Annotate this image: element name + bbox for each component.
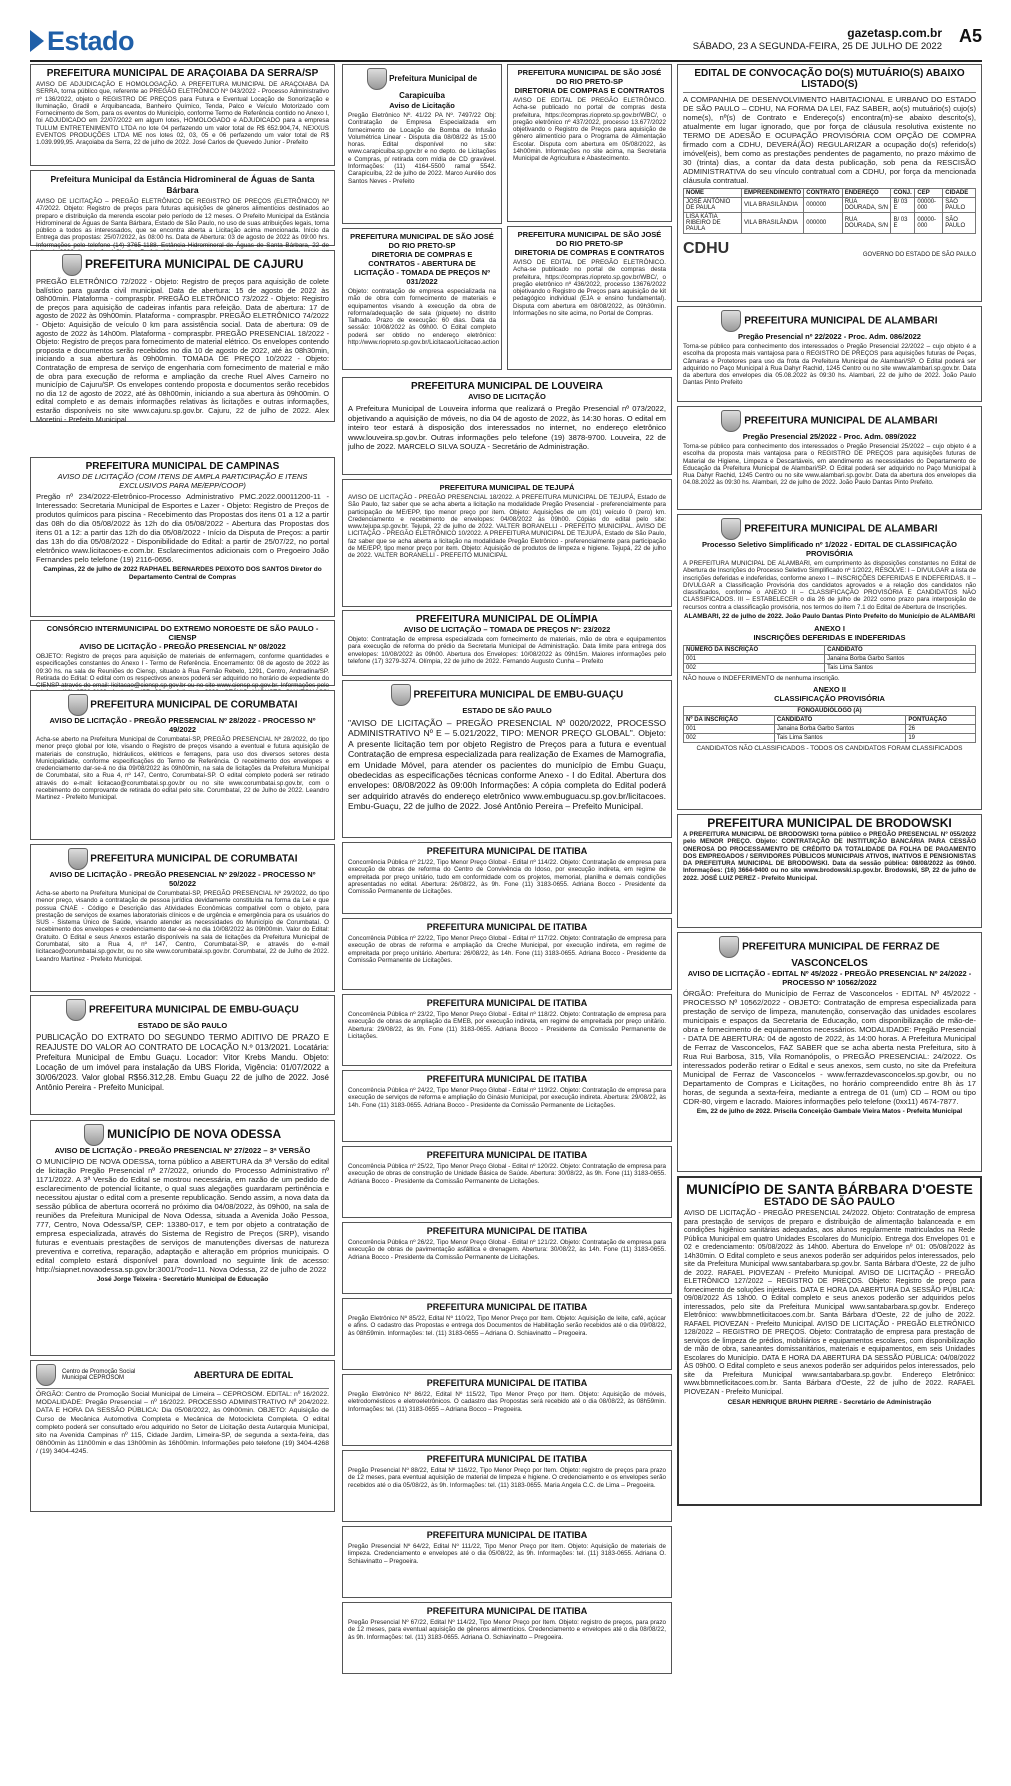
table-cell: Janaina Borba Garbo Santos [774,725,905,734]
table-cell: VILA BRASILÂNDIA [742,198,804,213]
notice-brodowski [677,814,982,928]
notice-itatiba [342,1526,672,1598]
notice-title: PREFEITURA MUNICIPAL DE OLÍMPIA [415,614,599,625]
table-cell: 00000-000 [915,213,943,234]
notice-body: Torna-se público para conhecimento dos interessados o Pregão Presencial 22/2022 – cujo objeto é a escolha da proposta mais vantajosa para o REGISTRO DE PREÇOS para aquisições futuras de Peças, Câmaras e Protetores para uso da frota da Prefeitura Municipal de Alambari/SP. O Edital poderá ser adquirido no Paço Municipal à Rua Dahyr Rachid, 1245 Centro ou no site www.alambari.sp.gov.br. Data da abertura dos envelopes dia 05.08.2022 às 09:30 hs. Alambari, 22 de julho de 2022. João Paulo Dantas Pinto Prefeito [683,343,976,387]
brand-name: Estado [47,26,135,56]
notice-title [36,999,329,1021]
header-rule [30,60,982,62]
notice-title [36,254,329,276]
notice-body: AVISO DE LICITAÇÃO - PREGÃO PRESENCIAL 24/2022. Objeto: Contratação de empresa para prestação de serviços de preparo e distribuição de alimentação balanceada e em condições higiênico sanitárias adequadas, aos alunos regularmente matriculados na Rede Pública Municipal em quatro Unidades Escolares do Município. Entrega dos Envelopes 01 e 02 e credenciamento: 05/08/2022 às 14h00. Abertura do Envelope nº 01: 05/08/2022 às 14h30min. O Edital completo e seus anexos poderão ser adquiridos pelos interessados, pelo site da Prefeitura Municipal www.santabarbara.sp.gov.br. Santa Bárbara d'Oeste, 22 de julho de 2022. RAFAEL PIOVEZAN - Prefeito Municipal. AVISO DE LICITAÇÃO - PREGÃO ELETRÔNICO 127/2022 – REGISTRO DE PREÇOS. Objeto: Registro de preço para fornecimento de soluções injetáveis. DATA E HORA DA ABERTURA DA SESSÃO PÚBLICA: 09/08/2022 ÀS 13h00. O Edital completo e seus anexos poderão ser adquiridos pelos interessados, pelo site da Prefeitura Municipal www.santabarbara.sp.gov.br. Endereço Eletrônico: www.bbmnetlicitacoes.com.br. Santa Bárbara d'Oeste, 22 de julho de 2022. RAFAEL PIOVEZAN - Prefeito Municipal. AVISO DE LICITAÇÃO - PREGÃO ELETRÔNICO 128/2022 – REGISTRO DE PREÇOS. Objeto: Contratação de empresa para prestação de serviços de limpeza de prédios, mobiliários e equipamentos escolares, com disponibilização de mão de obra, saneantes domissanitários, materiais e equipamentos, em seis Unidades Escolares do Município. DATA E HORA DA ABERTURA DA SESSÃO PÚBLICA: 04/08/2022 ÀS 09h00. O Edital completo e seus anexos poderão ser adquiridos pelos interessados, pelo site da Prefeitura Municipal www.santabarbara.sp.gov.br. Endereço Eletrônico: www.bbmnetlicitacoes.com.br. Santa Bárbara d'Oeste, 22 de julho de 2022. RAFAEL PIOVEZAN - Prefeito Municipal. [684,1210,975,1396]
notice-title-text: PREFEITURA MUNICIPAL DE EMBU-GUAÇU [413,689,624,701]
notice-subtitle: AVISO DE LICITAÇÃO - EDITAL Nº 45/2022 - PREGÃO PRESENCIAL Nº 24/2022 - PROCESSO Nº 10562/2022 [687,969,972,987]
notice-body: "AVISO DE LICITAÇÃO – PREGÃO PRESENCIAL Nº 0020/2022, PROCESSO ADMINISTRATIVO Nº E – 5.021/2022, TIPO: MENOR PREÇO GLOBAL". Objeto: A presente licitação tem por objeto Registro de Preços para a futura e eventual Contratação de empresa especializada para realização de Exames de Mamografia, em Unidade Móvel, para atender os pacientes do município de Embu Guaçu, obedecidas as especificações técnicas conforme Anexo - I do Edital. Abertura dos envelopes: 08/08/2022 às 09:00h Informações: A cópia completa do Edital poderá ser adquirido através do endereço eletrônico www.embuguacu.sp.gov.br/licitacoes. Embu-Guaçu, 22 de julho de 2022. José Antônio Pereira – Prefeito Municipal. [348,718,666,812]
notice-title: EDITAL DE CONVOCAÇÃO DO(S) MUTUÁRIO(S) ABAIXO LISTADO(S) [683,68,976,93]
table-cell: B/ 03 E [891,213,915,234]
notice-campinas [30,457,335,617]
notice-title-text: PREFEITURA MUNICIPAL DE ALAMBARI [744,415,938,427]
page-header [30,24,982,58]
table-cell: 00000-000 [915,198,943,213]
notice-title-text: MUNICÍPIO DE NOVA ODESSA [107,1127,282,1142]
crest-icon [68,694,88,716]
notice-title-text: Prefeitura Municipal de Carapicuíba [389,74,478,100]
table-row [684,198,976,213]
itatiba-notices [342,842,672,1682]
newspaper-logo [30,26,134,57]
table-cell: 001 [684,655,825,664]
notice-body: Pregão nº 234/2022-Eletrônico-Processo Administrativo PMC.2022.00011200-11 - Interessado: Secretaria Municipal de Esportes e Lazer - Objeto: Registro de Preços de produtos químicos para piscina - Recebimento das Propostas dos itens 01 a 12 a partir das 08h do dia 05/08/2022 às 12h do dia 05/08/2022 - Abertura das Propostas dos itens 01 a 12: a partir das 12h do dia 05/08/2022 - Início da Disputa de Preços: a partir das 13h do dia 05/08/2022 - Disponibilidade do Edital: a partir de 25/07/22, no portal eletrônico www.licitacoes-e.com.br. Esclarecimentos adicionais com o Pregoeiro João Fernandes pelo telefone (19) 2116-0656. [36,492,329,564]
crest-icon [719,936,739,958]
notice-title: PREFEITURA MUNICIPAL DE ITATIBA [426,998,588,1008]
table-cell: SÃO PAULO [943,198,976,213]
table-cell: 000000 [804,198,842,213]
ceprosom-logo-icon [36,1364,56,1386]
notice-title [683,518,976,540]
notice-subtitle: DIRETORIA DE COMPRAS E CONTRATOS - ABERTURA DE LICITAÇÃO - TOMADA DE PREÇOS Nº 031/2022 [354,250,490,286]
notice-subtitle: AVISO DE LICITAÇÃO – TOMADA DE PREÇOS Nº: 23/2022 [403,625,611,634]
notice-itatiba [342,1602,672,1674]
table-header-row [684,716,976,725]
notice-org: Centro de Promoção Social Municipal CEPROSOM [62,1369,136,1381]
notice-nova-odessa [30,1120,335,1356]
table-cell: 002 [684,734,775,743]
table-cell: LISA KÁTIA RIBEIRO DE PAULA [684,213,742,234]
notice-itatiba [342,1222,672,1294]
notice-subtitle: AVISO DE LICITAÇÃO - PREGÃO PRESENCIAL Nº 29/2022 - PROCESSO Nº 50/2022 [49,870,316,888]
table-header: CANDIDATO [774,716,905,725]
notice-title [36,1124,329,1146]
notice-subtitle: ESTADO DE SÃO PAULO [137,1021,228,1030]
notice-rio-preto-1 [507,64,672,222]
cdhu-logo: CDHU [683,240,730,257]
notice-title: PREFEITURA MUNICIPAL DE CAMPINAS [85,461,280,472]
notice-body: Concorrência Pública nº 21/22, Tipo Menor Preço Global - Edital nº 114/22. Objeto: Contratação de empresa para execução de obras de reforma do Centro de Convivência do Idoso, por execução indireta, em regime de empreitada por preço unitário, tudo em conformidade com os projetos, memorial, planilha e demais condições apresentadas no edital. Abertura: 26/08/22, às 9h. Fone (11) 3183-0655. Adriana Bocco - Presidente da Comissão Permanente de Licitações. [348,859,666,896]
table-cell: JOSÉ ANTÔNIO DE PAULA [684,198,742,213]
notice-title: PREFEITURA MUNICIPAL DE ITATIBA [426,1074,588,1084]
notice-alambari-1 [677,306,982,402]
notice-cienop [30,620,335,690]
notice-body: Pregão Eletrônico Nº 86/22, Edital Nº 115/22, Tipo Menor Preço por Item. Objeto: Aquisição de móveis, eletrodomésticos e eletroeletrônicos. O cadastro das Propostas será recebido até o dia 08/08/22, às 08h59min. Informações: tel. (11) 3183-0655 – Adriana Bocco – Pregoeira. [348,1391,666,1413]
notice-cdhu [677,64,982,302]
notice-subtitle: AVISO DE LICITAÇÃO - PREGÃO PRESENCIAL Nº 28/2022 - PROCESSO Nº 49/2022 [49,716,316,734]
notice-body: AVISO DE ADJUDICAÇÃO E HOMOLOGAÇÃO. A PREFEITURA MUNICIPAL DE ARAÇOIABA DA SERRA, torna público que, referente ao PREGÃO ELETRÔNICO Nº 043/2022 - Processo Administrativo nº 136/2022, objeto o REGISTRO DE PREÇOS para Futura e Eventual Locação de Sonorização e Iluminação, Gradil e Arquibancada, Banheiro Químico, Tenda, Palco e Veículo Motorizado com Fornecimento de Som, para os eventos do Município, conforme Termo de Referência contido no Anexo I, foi ADJUDICADO em 22/07/2022 em algum lotes, HOMOLOGADO e ADJUDICADO para a empresa TULUM ENTRETENIMENTO LTDA no lote 04 perfazendo um valor total de R$ 652.904,74, NEXXUS EVENTOS PRODUÇÕES LTDA ME nos lotes 02, 03, 05 e 06 perfazendo um valor total de R$ 1.039.999,95. Araçoiaba da Serra, 22 de julho de 2022. José Carlos de Quevedo Junior - Prefeito [36,81,329,147]
table-cell: VILA BRASILÂNDIA [742,213,804,234]
crest-icon [68,848,88,870]
notice-rio-preto-3 [507,226,672,370]
table-header: FONOAUDIÓLOGO (A) [684,707,976,716]
table-header: CONJ. [891,189,915,198]
notice-body: AVISO DE EDITAL DE PREGÃO ELETRÔNICO. Acha-se publicado no portal de compras desta prefeitura, https://compras.riopreto.sp.gov.br/WBC/, o pregão eletrônico nº 437/2022, processo 13.677/2022 objetivando o Registro de Preços para aquisição de gênero alimentício para o Programa de Alimentação Escolar. Disputa com abertura em 05/08/2022, às 14h00min. Informações no site acima, na Secretaria Municipal de Agricultura e Abastecimento. [513,97,666,163]
notice-signature: ALAMBARI, 22 de julho de 2022. João Paulo Dantas Pinto Prefeito do Município de ALAMBARI [683,613,976,621]
annex-note: NÃO houve o INDEFERIMENTO de nenhuma inscrição. [683,675,840,683]
notice-body: Pregão Presencial Nº 67/22, Edital Nº 114/22, Tipo Menor Preço por Item. Objeto: registro de preços, para prazo de 12 meses, para eventual aquisição de gêneros alimentícios. Credenciamento e envelopes até o dia 08/08/22, às 9h. Informações: tel. (11) 3183-0655. Adriana O. Schiavinatto – Pregoeira. [348,1619,666,1641]
notice-title [683,310,976,332]
notice-itatiba [342,1374,672,1446]
notice-subtitle: DIRETORIA DE COMPRAS E CONTRATOS [514,248,665,257]
notice-body: Pregão Eletrônico Nº. 41/22 PA Nº. 7497/22 Obj: Contratação de Empresa Especializada em fornecimento de Locação de Bomba de Infusão Volumétrica Linear - Disputa dia 08/08/22 às 15:00 horas. Edital disponível no site: www.carapicuiba.sp.gov.br e no depto. de Licitações e Compras, p/ retirada com mídia de CD gravável. Informações: (11) 4164-5500 ramal 5542. Carapicuíba, 22 de julho de 2022. Marco Aurélio dos Santos Neves - Prefeito [348,112,496,185]
notice-subtitle: AVISO DE LICITAÇÃO - PREGÃO PRESENCIAL Nº 08/2022 [79,642,286,651]
notice-title: PREFEITURA MUNICIPAL DE SÃO JOSÉ DO RIO PRETO-SP [517,68,662,86]
notice-title: ABERTURA DE EDITAL [193,1370,294,1380]
table-header: CANDIDATO [825,646,976,655]
classificacao-table [683,706,976,743]
table-header: CIDADE [943,189,976,198]
notice-corumbatai-2 [30,844,335,992]
notice-body: Concorrência Pública nº 26/22, Tipo Menor Preço Global - Edital nº 121/22. Objeto: Contratação de empresa para execução de obras de pavimentação asfáltica e drenagem. Abertura: 30/08/22, às 14h. Fone (11) 3183-0655. Adriana Bocco - Presidente da Comissão Permanente de Licitações. [348,1239,666,1261]
notice-corumbatai-1 [30,690,335,840]
notice-body: Concorrência Pública nº 23/22, Tipo Menor Preço Global - Edital nº 118/22. Objeto: Contratação de empresa para execução de obras de ampliação da EMEB, por execução indireta, em regime de empreitada por preço unitário. Abertura: 29/08/22, às 9h. Fone (11) 3183-0655. Adriana Bocco - Presidente da Comissão Permanente de Licitações. [348,1011,666,1040]
table-row [684,213,976,234]
crest-icon [391,684,411,706]
notice-rio-preto-2 [342,228,502,370]
notice-signature: José Jorge Teixeira - Secretário Municipal de Educação [96,1276,269,1283]
notice-title: PREFEITURA MUNICIPAL DE BRODOWSKI [707,816,952,830]
notice-body: ÓRGÃO: Centro de Promoção Social Municipal de Limeira – CEPROSOM. EDITAL: nº 16/2022. MODALIDADE: Pregão Presencial – nº 16/2022. PROCESSO ADMINISTRATIVO Nº 204/2022. DATA E HORA DA SESSÃO PÚBLICA: Dia 05/08/2022, às 09h00min. OBJETO: Aquisição de Curso de Mecânica Automotiva Completa e Mecânica de Motocicleta Completa. O edital completo poderá ser consultado e/ou adquirido no Setor de Licitação desta Autarquia Municipal, sito na Avenida Campinas nº 115, Cidade Jardim, Limeira-SP, de segunda a sexta-feira, das 08h00min às 11h00min e das 13h00min às 16h00min. Informações pelo telefone (19) 3404-4268 / (19) 3404-4245. [36,1391,329,1456]
notice-subtitle: DIRETORIA DE COMPRAS E CONTRATOS [514,86,665,95]
table-cell: B/ 03 E [891,198,915,213]
notice-subtitle: Pregão Presencial nº 22/2022 - Proc. Adm. 086/2022 [738,332,921,341]
notice-title: PREFEITURA MUNICIPAL DE ITATIBA [426,1530,588,1540]
crest-icon [721,410,741,432]
notice-title [36,694,329,716]
table-header: NÚMERO DA INSCRIÇÃO [684,646,825,655]
notice-body: OBJETO: Registro de preços para aquisição de materiais de enfermagem, conforme quantidades e especificações constantes do Anexo I - Termo de Referência. Encerramento: 08 de agosto de 2022 às 09:30 hs. na sala de Reuniões do Ciensp, situado à Rua Fernão Rebelo, 1291, Centro, Andradina/SP. Retirada do Edital: O edital com os respectivos anexos poderá ser adquirido no horário de expediente do CIENSP através do email: licitacao@ciensp.sp.gov.br ou no site www.ciensp.sp.gov.br. Informações pelo [36,653,329,690]
notice-title-text: PREFEITURA MUNICIPAL DE CAJURU [84,257,304,272]
notice-title: PREFEITURA MUNICIPAL DE TEJUPÁ [439,483,575,492]
annex-title: ANEXO I [814,624,845,634]
table-row [684,725,976,734]
crest-icon [367,68,387,90]
table-header-row [684,646,976,655]
table-row [684,655,976,664]
table-cell: SÃO PAULO [943,213,976,234]
notice-body: AVISO DE LICITAÇÃO - PREGÃO PRESENCIAL 18/2022. A PREFEITURA MUNICIPAL DE TEJUPÁ, Estado de São Paulo, faz saber que se acha aberta a licitação na modalidade Pregão Presencial - preferencialmente para participação de ME/EPP, tipo menor preço por item. Objeto: Aquisições de um (01) veículo 0 (zero) km. Credenciamento e recebimento de envelopes: 04/08/2022 às 09h00. Cópias do edital pelo site: www.tejupa.sp.gov.br. Tejupá, 22 de julho de 2022. VALTER BORANELLI - PREFEITO MUNICIPAL. AVISO DE LICITAÇÃO - PREGÃO ELETRÔNICO 10/2022. A PREFEITURA MUNICIPAL DE TEJUPÁ, Estado de São Paulo, faz saber que se acha aberta a licitação na modalidade Pregão Eletrônico - preferencialmente para participação de ME/EPP, tipo menor preço por item. Objeto: Aquisição de produtos de limpeza e higiene. Tejupá, 22 de julho de 2022. VALTER BORANELLI - PREFEITO MUNICIPAL [348,494,666,560]
gov-label: GOVERNO DO ESTADO DE SÃO PAULO [862,252,976,258]
notice-title: PREFEITURA MUNICIPAL DE ARAÇOIABA DA SERRA/SP [46,68,319,79]
notice-title [683,936,976,969]
notice-embu-2 [342,680,672,838]
notice-title: PREFEITURA MUNICIPAL DE ITATIBA [426,1150,588,1160]
notice-body: Concorrência Pública nº 24/22, Tipo Menor Preço Global - Edital nº 119/22. Objeto: Contratação de empresa para execução de serviços de reforma e ampliação do Ginásio Municipal, por execução indireta. Abertura: 29/08/22, às 14h. Fone (11) 3183-0655. Adriana Bocco - Presidente da Comissão Permanente de Licitações. [348,1087,666,1109]
notice-aracoiaba [30,64,335,166]
notice-title: PREFEITURA MUNICIPAL DE ITATIBA [426,1606,588,1616]
notice-body: Objeto: contratação de empresa especializada na mão de obra com fornecimento de materiais e equipamentos visando à execução da obra de reforma/adequação de sala (piquete) no distrito Talhado. Prazo de execução: 60 dias. Data da sessão: 10/08/2022 às 09h00. O Edital completo poderá ser obtido no endereço eletrônico: http://www.riopreto.sp.gov.br/Licitacao/Licitacao.action [348,288,500,347]
notice-carapicuiba [342,64,502,224]
notice-itatiba [342,1450,672,1522]
notice-title: PREFEITURA MUNICIPAL DE ITATIBA [426,1302,588,1312]
table-row [684,734,976,743]
notice-title: Prefeitura Municipal da Estância Hidromineral de Águas de Santa Bárbara [50,174,315,195]
notice-subtitle: AVISO DE LICITAÇÃO [468,392,546,401]
notice-title: PREFEITURA MUNICIPAL DE ITATIBA [426,1454,588,1464]
table-header: CEP [915,189,943,198]
notice-signature: CESAR HENRIQUE BRUHN PIERRE - Secretário de Administração [727,1399,932,1406]
notice-title-text: PREFEITURA MUNICIPAL DE CORUMBATAI [90,853,298,865]
notice-title-text: PREFEITURA MUNICIPAL DE CORUMBATAI [90,699,298,711]
notice-ceprosom [30,1360,335,1512]
annex-note: CANDIDATOS NÃO CLASSIFICADOS - TODOS OS CANDIDATOS FORAM CLASSIFICADOS [696,745,963,753]
notice-body: PUBLICAÇÃO DO EXTRATO DO SEGUNDO TERMO ADITIVO DE PRAZO E REAJUSTE DO VALOR AO CONTRATO DE LOCAÇÃO N.º 013/2021. Locatária: Prefeitura Municipal de Embu Guaçu. Locador: Vitor Krebs Mandu. Objeto: Locação de um imóvel para instalação da UBS Florida, Vigência: 01/07/2022 a 30/06/2023. Valor global R$56.312,28. Embu Guaçu 22 de julho de 2022. José Antônio Pereira - Prefeito Municipal. [36,1033,329,1092]
table-cell: 26 [906,725,976,734]
table-cell: RUA DOURADA, S/N [842,198,891,213]
notice-tejupa [342,479,672,607]
site-url: gazetasp.com.br [847,26,942,40]
notice-embu-1 [30,995,335,1115]
notice-header [36,1364,329,1389]
crest-icon [66,999,86,1021]
notice-santa-barbara [677,1176,982,1506]
inscricoes-table [683,645,976,673]
notice-louveira [342,377,672,475]
notice-title: PREFEITURA MUNICIPAL DE ITATIBA [426,846,588,856]
notice-body: PREGÃO ELETRÔNICO 72/2022 - Objeto: Registro de preços para aquisição de colete balístico para guarda civil municipal. Data de abertura: 15 de agosto de 2022 às 08h00min. Plataforma - compraspbr. PREGÃO ELETRÔNICO 73/2022 - Objeto: Registro de preços para aquisição de cadeiras infantis para refeição. Data de abertura: 17 de agosto de 2022 às 09h00min. Plataforma - compraspbr. PREGÃO ELETRÔNICO 74/2022 - Objeto: Aquisição de veículo 0 km para assistência social. Data de abertura: 09 de agosto de 2022 às 14h00m. Plataforma - compraspbr. PREGÃO PRESENCIAL 18/2022 - Objeto: Registro de preços para fornecimento de material elétrico. Os envelopes contendo proposta e documentos serão recebidos no dia 10 de agosto de 2022, até às 08h30min, iniciando a sua abertura às 09h00min. TOMADA DE PREÇO 10/2022 - Objeto: Contratação de empresa de serviço de engenharia com fornecimento de material e mão de obra para execução de reforma e ampliação da creche Ruel Alves Carneiro no município de Cajuru/SP. Os envelopes contendo proposta e documentos serão recebidos no dia 12 de agosto de 2022, até às 08h00min, iniciando a sua abertura às 09h00min. O edital completo e as demais informações relativas às licitações e outras informações, estarão disponíveis no site www.cajuru.sp.gov.br. Cajuru, 22 de julho de 2022. Alex Moretini - Prefeito Municipal [36,277,329,424]
notice-body: A PREFEITURA MUNICIPAL DE BRODOWSKI torna público o PREGÃO PRESENCIAL Nº 055/2022 pelo MENOR PREÇO. Objeto: CONTRATAÇÃO DE INSTITUIÇÃO BANCÁRIA PARA CESSÃO ONEROSA DO PROCESSAMENTO DE CRÉDITO DA TOTALIDADE DA FOLHA DE PAGAMENTO DOS EMPREGADOS / SERVIDORES PÚBLICOS MUNICIPAIS ATIVOS, INATIVOS E PENSIONISTAS DA PREFEITURA MUNICIPAL DE BRODOWSKI. Data da sessão pública: 08/08/2022 às 09h00. Informações: (16) 3664-9400 ou no site www.brodowski.sp.gov.br. Brodowski, SP, 22 de julho de 2022. JOSÉ LUIZ PEREZ - Prefeito Municipal. [683,831,976,882]
notice-signature: Em, 22 de julho de 2022. Priscila Conceição Gambale Vieira Matos - Prefeita Municipal [696,1108,963,1115]
crest-icon [84,1124,104,1146]
table-header: NOME [684,189,742,198]
table-cell: 19 [906,734,976,743]
table-cell: Janaina Borba Garbo Santos [825,655,976,664]
notice-body: Pregão Eletrônico Nº 85/22, Edital Nº 110/22, Tipo Menor Preço por Item. Objeto: Aquisição de leite, café, açúcar e afins. O cadastro das Propostas e entrega dos Documentos de Habilitação serão recebidos até o dia 09/08/22, às 08h59min. Informações: tel. (11) 3183-0655 – Adriana O. Schiavinatto – Pregoeira. [348,1315,666,1337]
notice-subtitle: Processo Seletivo Simplificado nº 1/2022 - EDITAL DE CLASSIFICAÇÃO PROVISÓRIA [701,540,958,558]
notice-body: ÓRGÃO: Prefeitura do Município de Ferraz de Vasconcelos - EDITAL Nº 45/2022 - PROCESSO Nº 10562/2022 - OBJETO: Contratação de empresa especializada para prestação de serviço de limpeza, manutenção, conservação das unidades escolares municipais e espaços da Secretaria de Educação, com disponibilização de mão-de-obra e fornecimento de equipamentos necessários. MODALIDADE: Pregão Presencial - DATA DE ABERTURA: 04 de agosto de 2022, às 14:00 horas. A Prefeitura Municipal de Ferraz de Vasconcelos, FAZ SABER que se acha aberta nesta Prefeitura, sito à Rua Rui Barbosa, 315, Vila Romanópolis, o PREGÃO PRESENCIAL: 24/2022. Os interessados poderão retirar o Edital e seus anexos, sem custo, no site da Prefeitura Municipal de Ferraz de Vasconcelos - www.ferrazdevasconcelos.sp.gov.br, ou no Departamento de Compras e Licitações, no horário compreendido entre 8h às 17 horas, de segunda a sexta-feira, mediante a entrega de 01 (um) CD – ROM ou tipo CDR-80, virgem e lacrado. Maiores informações pelo telefone (0xx11) 4674-7877. [683,989,976,1106]
crest-icon [62,254,82,276]
mutuarios-table [683,188,976,234]
notice-itatiba [342,1298,672,1370]
notice-body: Acha-se aberto na Prefeitura Municipal de Corumbataí-SP, PREGÃO PRESENCIAL Nº 29/2022, do tipo menor preço, visando a contratação de pessoa jurídica devidamente constituída na forma da Lei e que possua CNAE - Código e Descrição das Atividades Econômicas compatível com o objeto, para prestação de serviços de exames laboratoriais clínicos e de urgência e emergência para os usuários do SUS - Sistema Único de Saúde, visando atender as necessidades do Município de Corumbataí. O recebimento dos envelopes e credenciamento dar-se-á no dia 10/08/2022 às 09h00min. Valor do Edital: Gratuito. O Edital e seus Anexos estarão disponíveis na sala de licitações da Prefeitura Municipal de Corumbataí, sito a Rua 4, nº 147, Centro, Corumbataí-SP, e através do e-mail licitacao@corumbatai.sp.gov.br, ou no site www.corumbatai.sp.gov.br. Corumbataí, 22 de Julho de 2022. Leandro Martinez - Prefeito Municipal. [36,890,329,963]
notice-body: Concorrência Pública nº 25/22, Tipo Menor Preço Global - Edital nº 120/22. Objeto: Contratação de empresa para execução de obras de construção de Unidade Básica de Saúde. Abertura: 30/08/22, às 9h. Fone (11) 3183-0655. Adriana Bocco - Presidente da Comissão Permanente de Licitações. [348,1163,666,1185]
notice-title: PREFEITURA MUNICIPAL DE LOUVEIRA [410,381,604,392]
notice-body: Torna-se público para conhecimento dos interessados o Pregão Presencial 25/2022 – cujo objeto é a escolha da proposta mais vantajosa para o REGISTRO DE PREÇOS para aquisições futuras de Material de Higiene, Limpeza e Descartáveis, em atendimento as necessidades do Departamento de Educação da Prefeitura Municipal de Alambari/SP. O Edital poderá ser adquirido no Paço Municipal à Rua Dahyr Rachid, 1245 Centro ou no site www.alambari.sp.gov.br. Data da abertura dos envelopes dia 04.08.2022 às 09:30 hs. Alambari, 22 de julho de 2022. João Paulo Dantas Pinto Prefeito. [683,443,976,487]
notice-title [683,410,976,432]
notice-title [36,848,329,870]
notice-body: Objeto: Contratação de empresa especializada com fornecimento de materiais, mão de obra e equipamentos para execução de reforma do prédio da Secretaria Municipal de Administração. Data limite para entrega dos envelopes: 10/08/2022 às 09h00. Abertura dos Envelopes: 10/08/2022 às 09h15m. Maiores informações pelo telefone (17) 3279-3274. Olímpia, 22 de julho de 2022. Fernando Augusto Cunha – Prefeito [348,636,666,665]
notice-alambari-2 [677,406,982,510]
notice-body: Pregão Presencial Nº 88/22, Edital Nº 116/22, Tipo Menor Preço por Item. Objeto: registro de preços para prazo de 12 meses, para eventual aquisição de material de limpeza e higiene. O credenciamento e os envelopes serão recebidos até o dia 05/08/22, às 9h. Informações: tel. (11) 3183-0655. Maria Angela C.C. de Lima – Pregoeira. [348,1467,666,1489]
table-header: Nº DA INSCRIÇÃO [684,716,775,725]
table-header: ENDEREÇO [842,189,891,198]
notice-body: A Prefeitura Municipal de Louveira informa que realizará o Pregão Presencial nº 073/2022, objetivando a aquisição de móveis, no dia 04 de agosto de 2022, às 14:30 horas. O edital em inteiro teor estará à disposição dos interessados no internet, no endereço eletrônico www.louveira.sp.gov.br. Outras informações pelo telefone (19) 3878-9700. Louveira, 22 de julho de 2022. MARCELO SILVA SOUZA - Secretário de Administração. [348,404,666,452]
notice-subtitle: ESTADO DE SÃO PAULO [462,706,552,715]
notice-body: A COMPANHIA DE DESENVOLVIMENTO HABITACIONAL E URBANO DO ESTADO DE SÃO PAULO – CDHU, NA FORMA DA LEI, FAZ SABER, ao(s) mutuário(s) cujo(s) nome(s), nº(s) de Contrato e Endereço(s) encontra(m)-se abaixo descrito(s), atualmente em lugar ignorado, que por força de cláusula resolutiva existente no TERMO DE ADESÃO E OCUPAÇÃO PROVISÓRIA COM OPÇÃO DE COMPRA firmado com a CDHU, DEVERÁ(ÃO) REGULARIZAR a ocupação do(s) referido(s) imóvel(eis), bem como as prestações pendentes de pagamento, no prazo máximo de 30 (trinta) dias, a contar da data desta publicação, sob pena da RESCISÃO ADMINISTRATIVA do seu vínculo contratual com a CDHU, por força da mencionada cláusula contratual. [683,95,976,185]
logo-arrow-icon [30,30,44,52]
notice-ferraz [677,932,982,1172]
notice-title-text: PREFEITURA MUNICIPAL DE ALAMBARI [744,523,938,535]
crest-icon [721,310,741,332]
notice-santa-barbara-estancia [30,170,335,249]
notice-itatiba [342,1146,672,1218]
notice-subtitle: ESTADO DE SÃO PAULO [764,1196,895,1208]
annex-subtitle: INSCRIÇÕES DEFERIDAS E INDEFERIDAS [753,633,906,643]
notice-title-text: PREFEITURA MUNICIPAL DE EMBU-GUAÇU [88,1004,299,1016]
notice-cajuru [30,250,335,422]
cdhu-footer [683,240,976,258]
table-cell: Tais Lima Santos [774,734,905,743]
notice-alambari-3 [677,514,982,810]
notice-body: AVISO DE LICITAÇÃO – PREGÃO ELETRÔNICO DE REGISTRO DE PREÇOS (ELETRÔNICO) Nº 47/2022. Objeto: Registro de preços para futuras aquisições de gêneros alimentícios destinados ao preparo e distribuição da merenda escolar pelo período de 12 meses. O Prefeito Municipal da Estância Hidromineral de Águas de Santa Bárbara, Estado de São Paulo, no uso de suas atribuições legais, torna público a todos as interessados, que se encontra aberta a Licitação acima mencionada. Início da Entrega das propostas: 25/07/2022, às 08:00 hs. Data de Abertura: 03 de agosto de 2022 às 09:00 hrs. Informações pelo telefone (14) 3765-1188. Estância Hidromineral de Águas de Santa Bárbara, 22 de [36,198,329,249]
notice-itatiba [342,994,672,1066]
table-cell: 000000 [804,213,842,234]
notice-olimpia [342,610,672,676]
table-header-row [684,189,976,198]
notice-title: MUNICÍPIO DE SANTA BÁRBARA D'OESTE [686,1181,973,1197]
table-cell: 002 [684,664,825,673]
notice-title: PREFEITURA MUNICIPAL DE SÃO JOSÉ DO RIO PRETO-SP [350,232,494,250]
notice-subtitle: AVISO DE LICITAÇÃO (COM ITENS DE AMPLA PARTICIPAÇÃO E ITENS EXCLUSIVOS PARA ME/EPP/COOP) [57,472,308,490]
notice-title: CONSÓRCIO INTERMUNICIPAL DO EXTREMO NOROESTE DE SÃO PAULO - CIENSP [46,624,319,642]
notice-body: AVISO DE EDITAL DE PREGÃO ELETRÔNICO. Acha-se publicado no portal de compras desta prefeitura, https://compras.riopreto.sp.gov.br/WBC/, o pregão eletrônico nº 436/2022, processo 13676/2022 objetivando o Registro de Preços para aquisição de kit pedagógico individual (EJA e ensino fundamental). Disputa com abertura em 08/08/2022, às 09h30min. Informações no site acima, no Portal de Compras. [513,259,666,318]
issue-date: SÁBADO, 23 A SEGUNDA-FEIRA, 25 DE JULHO DE 2022 [692,41,942,52]
table-header: CONTRATO [804,189,842,198]
notice-body: A PREFEITURA MUNICIPAL DE ALAMBARI, em cumprimento às disposições constantes no Edital de Abertura de Inscrições do Processo Seletivo Simplificado nº 1/2022, RESOLVE: I – DIVULGAR a lista de inscrições deferidas e indeferidas, conforme anexo I – INSCRIÇÕES DEFERIDAS E INDEFERIDAS. II – DIVULGAR a Classificação Provisória dos candidatos aprovados e a relação dos candidatos não classificados, conforme o ANEXO II – CLASSIFICAÇÃO PROVISÓRIA E CANDIDATOS NÃO CLASSIFICADOS. III – ESTABELECER o dia 26 de julho de 2022 como prazo para interposição de recursos contra a classificação provisória, nos termos do item 7.1 do Edital de Abertura de Inscrições. [683,560,976,611]
notice-title [348,684,666,706]
notice-title: PREFEITURA MUNICIPAL DE ITATIBA [426,1226,588,1236]
table-header-row [684,707,976,716]
notice-title: PREFEITURA MUNICIPAL DE SÃO JOSÉ DO RIO PRETO-SP [517,230,662,248]
notice-body: Pregão Presencial Nº 64/22, Edital Nº 111/22, Tipo Menor Preço por Item. Objeto: Aquisição de materiais de limpeza. Credenciamento e envelopes até o dia 05/08/22, às 9h. Informações: tel. (11) 3183-0655. Adriana O. Schiavinatto – Pregoeira. [348,1543,666,1565]
notice-title-text: PREFEITURA MUNICIPAL DE FERRAZ DE VASCONCELOS [742,941,940,969]
table-cell: RUA DOURADA, S/N [842,213,891,234]
table-cell: Tais Lima Santos [825,664,976,673]
crest-icon [721,518,741,540]
notice-title: PREFEITURA MUNICIPAL DE ITATIBA [426,922,588,932]
table-row [684,664,976,673]
table-header: PONTUAÇÃO [906,716,976,725]
table-cell: 001 [684,725,775,734]
notice-subtitle: AVISO DE LICITAÇÃO - PREGÃO PRESENCIAL Nº 27/2022 – 3ª VERSÃO [54,1146,311,1155]
annex-subtitle: CLASSIFICAÇÃO PROVISÓRIA [774,694,885,704]
notice-body: Concorrência Pública nº 22/22, Tipo Menor Preço Global - Edital nº 117/22. Objeto: Contratação de empresa para execução de obras de reforma e ampliação da Creche Municipal, por execução indireta, em regime de empreitada por preço unitário. Abertura: 26/08/22, às 14h. Fone (11) 3183-0655. Adriana Bocco - Presidente da Comissão Permanente de Licitações. [348,935,666,964]
notice-body: Acha-se aberto na Prefeitura Municipal de Corumbataí-SP, PREGÃO PRESENCIAL Nº 28/2022, do tipo menor preço global por lote, visando o Registro de preços visando a eventual e futura aquisição de materiais de construção, hidráulicos, elétricos e ferragens, para uso dos diversos setores desta Municipalidade, conforme especificações do Termo de Referência. O recebimento dos envelopes e credenciamento dar-se-á no dia 09/08/2022 às 09h00min, na sala de licitações da Prefeitura Municipal de Corumbataí, sito a Rua 4, nº 147, Centro, Corumbataí-SP. O edital completo poderá ser retirado através do e-mail: licitacao@corumbatai.sp.gov.br ou no site www.corumbatai.sp.gov.br, com o recebimento do comprovante de retirada do edital pelo site. Corumbataí, 22 de Julho de 2022. Leandro Martinez - Prefeito Municipal. [36,736,329,802]
annex-title: ANEXO II [813,685,846,695]
table-header: EMPREENDIMENTO [742,189,804,198]
notice-body: O MUNICÍPIO DE NOVA ODESSA, torna público a ABERTURA da 3ª Versão do edital de licitação Pregão Presencial nº 27/2022, oriundo do Processo Administrativo nº 1171/2022. A 3ª Versão do Edital se mostrou necessária, em razão de um pedido de esclarecimento de potencial licitante, o qual suas alegações guardaram pertinência e necessitou ajustar o edital com a presente republicação. Sendo assim, a nova data da sessão pública de abertura ocorrerá no próximo dia 04/08/2022, às 09h00, na sala de reuniões da Prefeitura Municipal de Nova Odessa, situada a Avenida João Pessoa, 777, Centro, Nova Odessa/SP, CEP: 13380-017, e tem por objeto a contratação de empresa especializada, através do Sistema de Registro de Preços (SRP), visando futuras e eventuais prestações de serviços de manutenções diversas de natureza preventiva e corretiva, reparação, adaptação e alteração em próprios municipais. O edital completo estará disponível para download no seguinte link de acesso: http://siapnet.novaodessa.sp.gov.br:3001/?cod=11. Nova Odessa, 22 de julho de 2022 [36,1157,329,1274]
notice-subtitle: Pregão Presencial 25/2022 - Proc. Adm. 089/2022 [742,432,917,441]
notice-title: PREFEITURA MUNICIPAL DE ITATIBA [426,1378,588,1388]
notice-itatiba [342,842,672,914]
page-number: A5 [958,26,982,46]
notice-signature: Campinas, 22 de julho de 2022 RAPHAEL BERNARDES PEIXOTO DOS SANTOS Diretor do Departamento Central de Compras [43,566,322,581]
notice-itatiba [342,918,672,990]
notice-itatiba [342,1070,672,1142]
notice-title [348,68,496,101]
notice-subtitle: Aviso de Licitação [389,101,455,110]
notice-title-text: PREFEITURA MUNICIPAL DE ALAMBARI [744,315,938,327]
